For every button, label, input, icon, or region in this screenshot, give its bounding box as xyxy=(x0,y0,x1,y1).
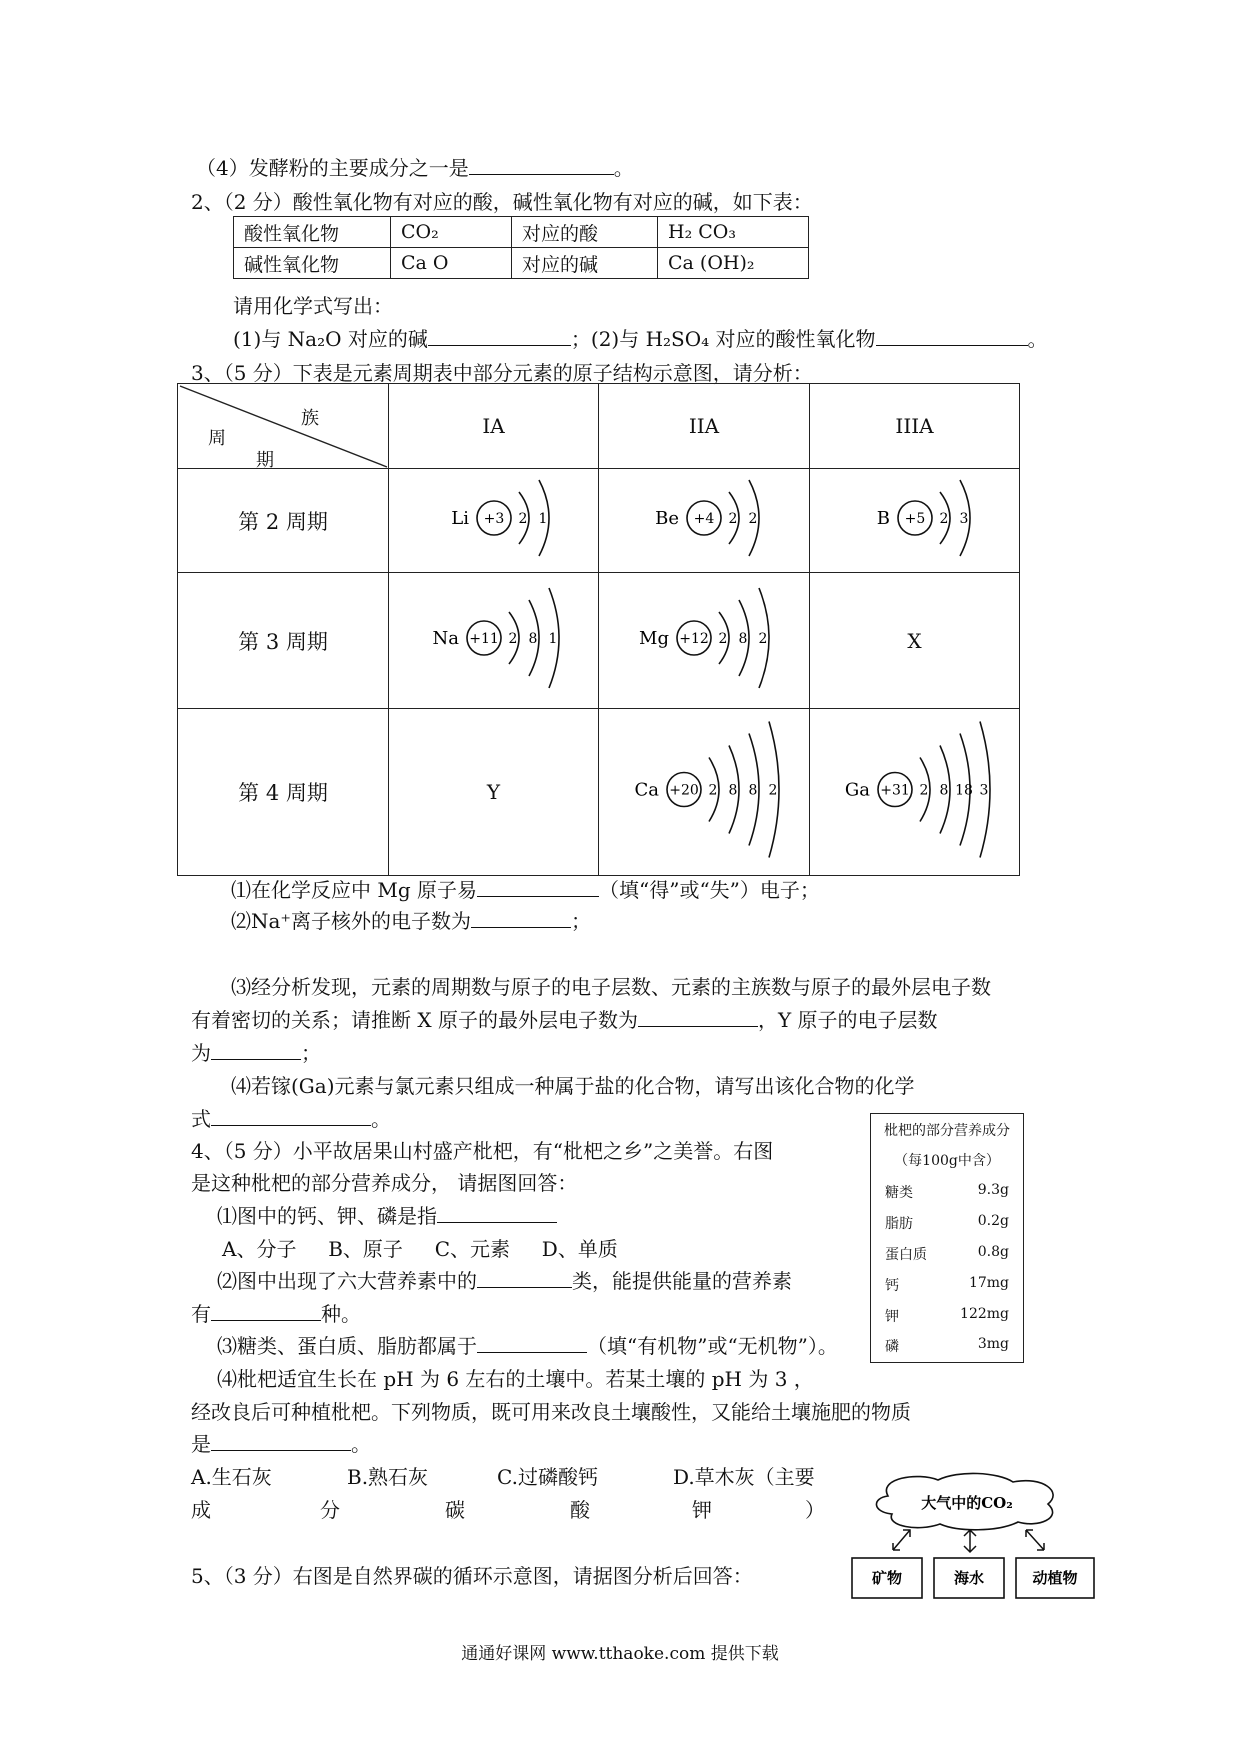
table-row xyxy=(234,248,809,279)
atom-cell xyxy=(389,573,599,709)
period-label: 第 4 周期 xyxy=(178,709,389,876)
electron-count: 8 xyxy=(728,782,738,799)
double-arrow-icon xyxy=(1026,1530,1044,1550)
q4-s4a: ⑷枇杷适宜生长在 pH 为 6 左右的土壤中。若某土壤的 pH 为 3 ， xyxy=(217,1367,814,1391)
answer-blank[interactable] xyxy=(211,1105,371,1126)
nuclear-charge: +12 xyxy=(679,631,709,647)
nuclear-charge: +11 xyxy=(468,631,499,647)
box-label: 动植物 xyxy=(1032,1569,1078,1587)
electron-count: 8 xyxy=(748,782,758,799)
table-row xyxy=(234,217,809,248)
cell: Ca (OH)₂ xyxy=(658,248,809,279)
nutrition-title: 枇杷的部分营养成分 xyxy=(884,1123,1010,1139)
electron-count: 2 xyxy=(758,631,768,647)
q2-heading: 2、（2 分）酸性氧化物有对应的酸，碱性氧化物有对应的碱，如下表： xyxy=(191,190,813,214)
nutrition-row: 糖类 9.3g xyxy=(885,1182,1009,1201)
q4-optC: C.过磷酸钙 xyxy=(497,1465,598,1489)
electron-count: 8 xyxy=(939,782,948,799)
period-label: 第 2 周期 xyxy=(178,469,389,573)
electron-count: 2 xyxy=(508,631,517,647)
nutrition-row: 钾 122mg xyxy=(885,1306,1009,1325)
cell: 对应的碱 xyxy=(512,248,658,279)
cell: CO₂ xyxy=(391,217,512,248)
q3-heading: 3、（5 分）下表是元素周期表中部分元素的原子结构示意图，请分析： xyxy=(191,361,813,385)
nuclear-charge: +31 xyxy=(879,782,910,799)
electron-count: 2 xyxy=(939,511,948,527)
answer-blank[interactable] xyxy=(477,1332,587,1353)
electron-count: 2 xyxy=(728,511,738,527)
cell: Ca O xyxy=(391,248,512,279)
answer-blank[interactable] xyxy=(428,325,571,346)
optD-char: 酸 xyxy=(570,1498,590,1522)
atom-cell xyxy=(810,709,1020,876)
q4-s2c: 有 种。 xyxy=(191,1302,361,1326)
double-arrow-icon xyxy=(964,1530,976,1552)
periodic-table xyxy=(177,383,1020,876)
atom-cell xyxy=(599,573,810,709)
q4-optB: B.熟石灰 xyxy=(347,1465,429,1489)
q1-part4: （4）发酵粉的主要成分之一是 。 xyxy=(196,156,634,180)
cell: 对应的酸 xyxy=(512,217,658,248)
carbon-cycle-diagram xyxy=(848,1470,1098,1600)
optD-char: 成 xyxy=(191,1498,211,1522)
q4-s4b: 经改良后可种植枇杷。下列物质，既可用来改良土壤酸性，又能给土壤施肥的物质 xyxy=(191,1400,911,1424)
optD-char: 碳 xyxy=(445,1498,465,1522)
corner-cell: 族 周 期 xyxy=(178,384,389,469)
box-label: 海水 xyxy=(953,1569,985,1587)
answer-blank[interactable] xyxy=(876,325,1028,346)
nutrition-box xyxy=(870,1113,1024,1363)
period-label: 第 3 周期 xyxy=(178,573,389,709)
optD-char: 分 xyxy=(320,1498,340,1522)
optD-char: 钾 xyxy=(692,1498,712,1522)
electron-count: 2 xyxy=(708,782,718,799)
period-row xyxy=(178,709,1020,876)
electron-count: 18 xyxy=(954,782,973,799)
electron-count: 2 xyxy=(518,511,527,527)
electron-count: 8 xyxy=(528,631,537,647)
electron-count: 3 xyxy=(979,782,988,799)
table-header-row xyxy=(178,384,1020,469)
q1-text: （4）发酵粉的主要成分之一是 xyxy=(196,156,469,180)
q4-s1: ⑴图中的钙、钾、磷是指 xyxy=(217,1200,557,1229)
q3-s4b: 式 。 xyxy=(191,1107,391,1131)
electron-count: 1 xyxy=(538,511,547,527)
answer-blank[interactable] xyxy=(211,1430,351,1451)
answer-blank[interactable] xyxy=(211,1039,301,1060)
period-row xyxy=(178,573,1020,709)
q3-s3b: 有着密切的关系；请推断 X 原子的最外层电子数为 ，Y 原子的电子层数 xyxy=(191,1008,938,1032)
group-header: IA xyxy=(389,384,599,469)
group-header: IIIA xyxy=(810,384,1020,469)
q3-s4a: ⑷若镓(Ga)元素与氯元素只组成一种属于盐的化合物，请写出该化合物的化学 xyxy=(231,1074,915,1098)
q4-optD: D.草木灰（主要 xyxy=(673,1465,815,1489)
nutrition-row: 脂肪 0.2g xyxy=(885,1213,1009,1232)
electron-count: 1 xyxy=(548,631,557,647)
box-label: 矿物 xyxy=(871,1569,903,1587)
cell: 碱性氧化物 xyxy=(234,248,391,279)
electron-count: 2 xyxy=(768,782,778,799)
nutrition-subtitle: （每100g中含） xyxy=(894,1153,1000,1169)
atom-cell: X xyxy=(810,573,1020,709)
q4-l1: 4、（5 分）小平故居果山村盛产枇杷，有“枇杷之乡”之美誉。右图 xyxy=(191,1139,774,1163)
answer-blank[interactable] xyxy=(477,1267,572,1288)
answer-blank[interactable] xyxy=(211,1300,321,1321)
nutrition-row: 磷 3mg xyxy=(885,1336,1009,1355)
element-symbol: Ga xyxy=(844,779,870,801)
atom-cell xyxy=(599,469,810,573)
nuclear-charge: +3 xyxy=(483,511,504,527)
nuclear-charge: +4 xyxy=(693,511,715,527)
q3-s3d: 为 ； xyxy=(191,1041,321,1065)
atom-cell xyxy=(389,469,599,573)
element-symbol: Li xyxy=(450,508,469,529)
q4-options1: A、分子 B、原子 C、元素 D、单质 xyxy=(222,1237,618,1261)
nutrition-row: 蛋白质 0.8g xyxy=(885,1244,1009,1263)
answer-blank[interactable] xyxy=(477,876,599,897)
electron-count: 2 xyxy=(919,782,928,799)
nuclear-charge: +5 xyxy=(904,511,925,527)
answer-blank[interactable] xyxy=(638,1006,758,1027)
q4-s2: ⑵图中出现了六大营养素中的 类，能提供能量的营养素 xyxy=(217,1269,792,1293)
electron-count: 2 xyxy=(748,511,758,527)
electron-count: 2 xyxy=(718,631,728,647)
double-arrow-icon xyxy=(893,1530,910,1550)
answer-blank[interactable] xyxy=(437,1202,557,1223)
element-symbol: Na xyxy=(432,628,459,649)
q3-s2: ⑵Na⁺离子核外的电子数为 ； xyxy=(231,909,591,933)
q5-heading: 5、（3 分）右图是自然界碳的循环示意图，请据图分析后回答： xyxy=(191,1564,753,1588)
nutrition-row: 钙 17mg xyxy=(885,1275,1009,1294)
atom-cell xyxy=(599,709,810,876)
oxide-table xyxy=(233,216,809,279)
cell: 酸性氧化物 xyxy=(234,217,391,248)
q3-s1: ⑴在化学反应中 Mg 原子易 （填“得”或“失”）电子； xyxy=(231,878,820,902)
footer: 通通好课网 www.tthaoke.com 提供下载 xyxy=(461,1644,779,1664)
q4-s4c: 是 。 xyxy=(191,1432,371,1456)
q4-s3: ⑶糖类、蛋白质、脂肪都属于 （填“有机物”或“无机物”）。 xyxy=(217,1334,838,1358)
optD-char: ） xyxy=(805,1498,825,1522)
element-symbol: Mg xyxy=(639,628,669,649)
q4-optA: A.生石灰 xyxy=(191,1465,272,1489)
atom-cell: Y xyxy=(389,709,599,876)
element-symbol: Be xyxy=(655,508,679,529)
atom-cell xyxy=(810,469,1020,573)
period-row xyxy=(178,469,1020,573)
q3-s3a: ⑶经分析发现，元素的周期数与原子的电子层数、元素的主族数与原子的最外层电子数 xyxy=(231,975,991,999)
electron-count: 8 xyxy=(738,631,748,647)
q4-l2: 是这种枇杷的部分营养成分， 请据图回答： xyxy=(191,1171,578,1195)
cloud-label: 大气中的CO₂ xyxy=(921,1494,1013,1512)
group-header: IIA xyxy=(599,384,810,469)
cell: H₂ CO₃ xyxy=(658,217,809,248)
element-symbol: B xyxy=(876,508,890,529)
q2-parts: (1)与 Na₂O 对应的碱 ；(2)与 H₂SO₄ 对应的酸性氧化物 。 xyxy=(233,327,1048,351)
nuclear-charge: +20 xyxy=(669,782,699,799)
answer-blank[interactable] xyxy=(469,154,614,175)
q2-instruction: 请用化学式写出： xyxy=(233,294,393,318)
answer-blank[interactable] xyxy=(471,907,571,928)
element-symbol: Ca xyxy=(634,779,659,801)
electron-count: 3 xyxy=(959,511,968,527)
